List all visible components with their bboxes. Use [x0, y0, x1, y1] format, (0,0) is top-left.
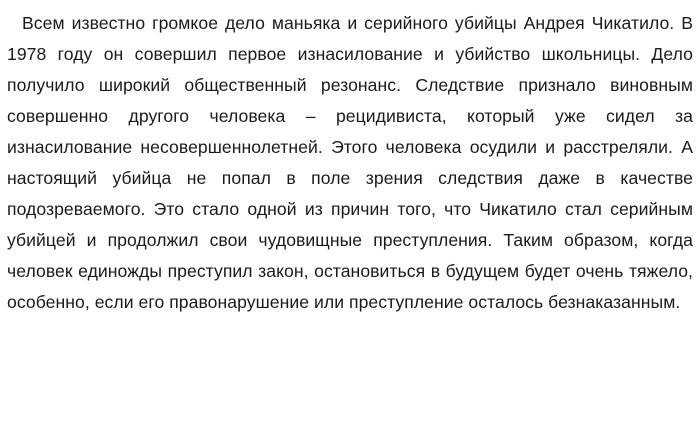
document-page [7, 8, 693, 318]
body-paragraph: Всем известно громкое дело маньяка и серийного убийцы Андрея Чикатило. В 1978 году он совершил первое изнасилование и убийство школьницы. Дело получило широкий общественный резонанс. Следствие признало виновным совершенно другого человека – рецидивиста, который уже сидел за изнасилование несовершеннолетней. Этого человека осудили и расстреляли. А настоящий убийца не попал в поле зрения следствия даже в качестве подозреваемого. Это стало одной из причин того, что Чикатило стал серийным убийцей и продолжил свои чудовищные преступления. Таким образом, когда человек единожды преступил закон, остановиться в будущем будет очень тяжело, особенно, если его правонарушение или преступление осталось безнаказанным. [7, 13, 693, 312]
